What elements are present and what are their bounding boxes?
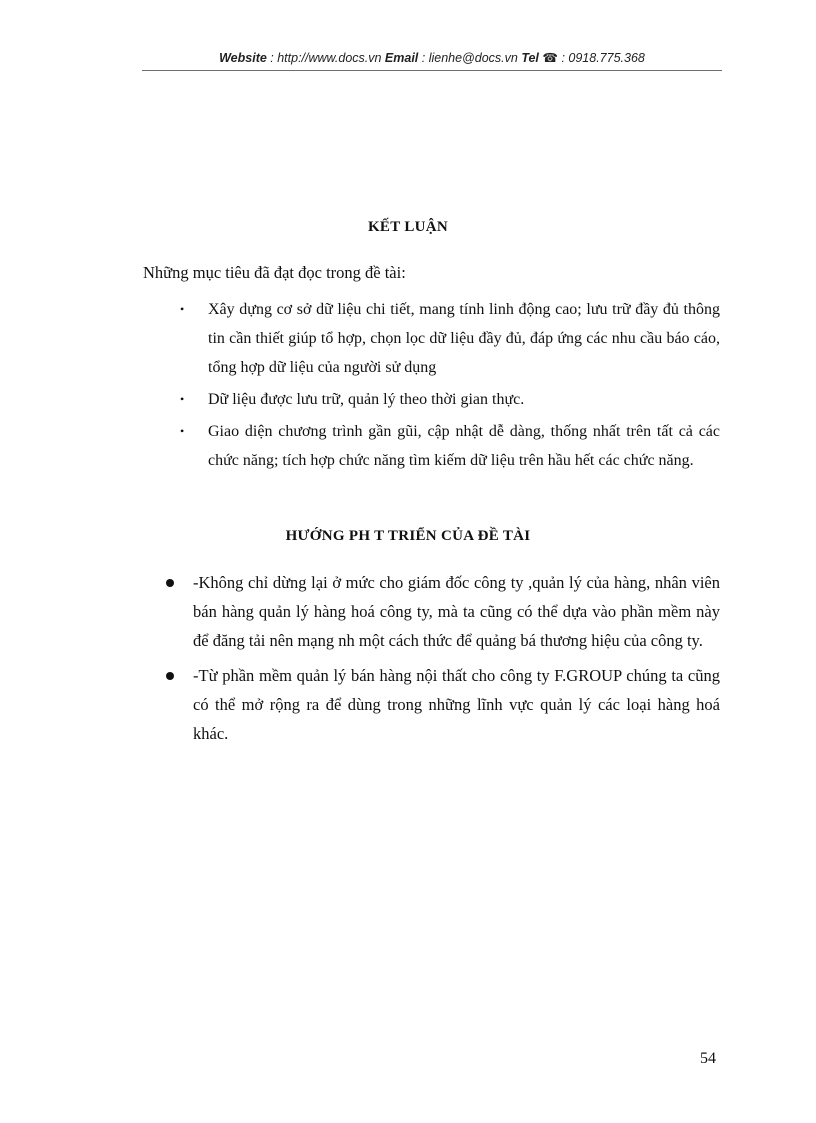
list-item xyxy=(180,295,720,382)
intro-paragraph: Những mục tiêu đã đạt đọc trong đề tài: xyxy=(143,263,406,282)
achievements-list xyxy=(180,295,720,478)
phone-icon: ☎ xyxy=(542,51,558,65)
list-item xyxy=(180,385,720,414)
development-list xyxy=(166,568,720,754)
list-item-text: Dữ liệu được lưu trữ, quản lý theo thời gian thực. xyxy=(208,391,525,408)
bullet-icon: • xyxy=(180,302,185,316)
list-item-text: -Không chỉ dừng lại ở mức cho giám đốc công ty ,quản lý của hàng, nhân viên bán hàng quản lý hàng hoá công ty, mà ta cũng có thể dựa vào phần mềm này để đăng tải nên mạng nh một cách thức để quảng bá thương hiệu của công ty. xyxy=(193,573,720,650)
bullet-icon xyxy=(166,672,174,680)
page-header xyxy=(142,50,722,65)
bullet-icon xyxy=(166,579,174,587)
email-label: Email xyxy=(384,51,419,65)
header-divider xyxy=(142,70,722,71)
list-item xyxy=(166,661,720,748)
page-number: 54 xyxy=(700,1050,716,1067)
phone-number: : 0918.775.368 xyxy=(557,51,645,65)
bullet-icon: • xyxy=(180,424,185,438)
list-item-text: Xây dựng cơ sở dữ liệu chi tiết, mang tính linh động cao; lưu trữ đầy đủ thông tin cần thiết giúp tổ hợp, chọn lọc dữ liệu đầy đủ, đáp ứng các nhu cầu báo cáo, tổng hợp dữ liệu của người sử dụng xyxy=(208,301,720,376)
conclusion-heading: KẾT LUẬN xyxy=(367,219,449,235)
email-address[interactable]: : lienhe@docs.vn xyxy=(418,51,522,65)
development-heading: HƯỚNG PH T TRIỂN CỦA ĐỀ TÀI xyxy=(285,528,531,544)
list-item xyxy=(180,417,720,475)
website-label: Website xyxy=(219,51,267,65)
list-item-text: -Từ phần mềm quản lý bán hàng nội thất cho công ty F.GROUP chúng ta cũng có thể mở rộng ra để dùng trong những lĩnh vực quản lý các loại hàng hoá khác. xyxy=(193,666,720,743)
list-item-text: Giao diện chương trình gần gũi, cập nhật dễ dàng, thống nhất trên tất cả các chức năng; tích hợp chức năng tìm kiếm dữ liệu trên hầu hết các chức năng. xyxy=(208,423,720,469)
website-url[interactable]: : http://www.docs.vn xyxy=(266,51,385,65)
list-item xyxy=(166,568,720,655)
tel-label: Tel xyxy=(521,51,539,65)
bullet-icon: • xyxy=(180,392,185,406)
